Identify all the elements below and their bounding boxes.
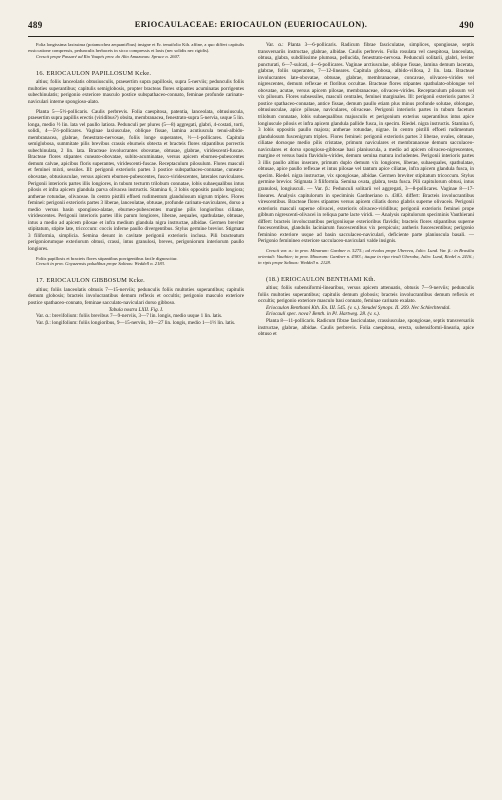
species-18-diagnosis: altius; foliis subensiformi-linearibus, versus apicem attenuatis, obtusis 7—9-nerviis; pedunculis foliis multoties superantibus; capitulis demum globosis; bracteis involucrantibus demum reflexis et occultis; perigonio exteriore masculo basi connato, feminae carinato exalato. [258,285,474,305]
species-17-heading: 17. ERIOCAULON GIBBOSUM Kcke. [36,277,145,285]
page-number-right: 490 [459,20,474,30]
species-17-var-alpha: Var. α.: brevifolium: foliis brevibus 7—9-nerviis, 3—7 lin. longis, medio usque 1 lin. latis. [36,313,223,320]
header-rule [28,36,474,37]
species-18-description: Planta 8—11-pollicaris. Radicum fibrae fasciculatae, crassiusculae, spongiosae, septis transversariis instructae, glabrae, albidae. Caulis perbrevis. Folia caespitosa, erecta, subensiformi-linearia, apice obtuso et [258,318,474,338]
species-16-remark: Foliis papillosis et bracteis flores stipantibus porrigentibus facile dignoscitur. [36,255,178,261]
page-header [28,20,474,34]
species-18-heading: (18.) ERIOCAULON BENTHAMI Kth. [266,275,376,283]
species-16-locality: Crescit in prov. Goyazensis paludibus prope Salinas: Weddell n. 2183. [36,261,166,267]
locality-note: Crescit prope Passaré ad Rio Vaupés prov. do Alto Amazonas: Spruce n. 2607. [36,53,181,59]
right-column [258,42,474,790]
species-18-synonym: Eriocaulon Benthami Kth. En. III. 545. (v. s.). Steudel Synops. II. 269. Nec Schlechtendal. [266,304,451,311]
species-16-heading: 16. ERIOCAULON PAPILLOSUM Kcke. [36,69,152,77]
species-17-diagnosis: altius; foliis lanceolatis obtusis 7—15-nerviis; pedunculis foliis multoties superantibus; capitulis demum globosis; bracteis involucrantibus demum reflexis et occultis; perigonio masculo exteriore postice spathaceo-connato, feminae sacculato-naviculari dorso gibboso. [28,286,244,307]
species-16-description: Planta 5—5½-pollicaris. Caulis perbrevis. Folia caespitosa, patentia, lanceolata, obtusiuscula, praesertim supra papillis erectis (viridibus?) obsita, membranacea, fenestrato-supra 5-nervia, usque 5 lin. longa, medio ½ lin. lata vel paullo latiora. Pedunculi per plures (5—8) aggregati, glabri, 4-costati, torti, solidi, 4—5½-pollicares. Vaginae laxiusculae, oblique fissae, lamina acutiuscula tenui-albido-membranacea, glabrae, fenestrato-nervosae, foliis longe superantes, ½—1-pollicares. Capitula semiglobosa, summitate pilis brevibus crassis eburneis obtecta et bracteis flores stipantibus porrectis subechinulata, 2 lin. lata. Bracteae involucrantes obovatae, obtusae, glabrae, viridescenti-fuscae. Bracteae flores stipantes cuneato-obovatae, subito-acuminatae, versus apicem eburneo-pubescentes demum calvae, apicibus floris superantes, viridescenti-fuscae. Receptaculum pilosulum. Flores masculi et feminei mixti, sessiles. Ill: perigonii exterioris partes 3 postice subspathaceo-connatae, cuneato-obovatae, obtusiusculae, versus apicem eburneo-pubescentes, fusco-viridescentes, laterales naviculares. Perigonii interioris partes illis longiores, in tubum tecturm trilobum connatae, lobis subaequalibus intus pilosis et infra apicem glandula parva olivacea instructis. Stamina 6, 3 lobis oppositis paullo longiora; antherae rotundae, olivaceae. In centro pistilli effoeti rudimentum glandulosum nigrum triplex. Flores feminei: perigonii exterioris partes 3 liberae, lanceolatae, obtusae, profunde carinato-naviculares, dorso a medio versus basin spongioso-alatae, eburneo-pubescentes margine pilis longioribus ciliatae, viridescentes. Perigonii interioris partes illis parum longiores, liberae, aequales, spathulatae, obtusae, intus a medio ad apicem pilosae et infra medium glandula nigra instructae, albidae. Germen breviter stipitatum, stipite late, triccccum: coccis inferne paullo divergentibus. Stylus germine brevior. Stigmata 3 filiformia, simplicia. Semina desunt in cavitate perigonii exterioris inclusa. Pili bracteatum perigoniorumque exteriorum obtusi, crassi, intus granulosi, breves, perigoniorum interiorum paullo longiores. [28,108,244,252]
species-note: Folia longissima laxissima (potamochea aequanti!bus) insigne et Er. tenuifolio Kth. affine, a quo differt capitulis exsiccatione compressis, pedunculis herbaceis in sicco compressis et laxis (nec solidis nec rigidis). [28,42,244,53]
page-number-left: 489 [28,20,43,30]
species-17-locality: Crescit var. α.: in prov. Minarum: Gardner n. 5275.; ad rivulos prope Ubereva, Julio: Lund. Var. β.: in Brasilia orientali: Vauthier; in prov. Minarum: Gardner n. 4383.; itaque in ripa rivuli Uberaba, Julio: Lund, Riedel n. 2416.; in ripis prope Salinas: Weddell n. 2128. [258,247,474,265]
species-17-plate: Tabula nostra LXII. Fig. I. [108,306,164,313]
running-title: ERIOCAULACEAE: ERIOCAULON (EUERIOCAULON). [134,20,368,29]
species-17-var-beta: Var. β.: longifolium: foliis longioribus, 9—15-nerviis, 10—27 lin. longis, medio 1—1½ lin. latis. [36,319,236,326]
species-17-description: Var. α.: Planta 3—6-pollicaris. Radicum fibrae fasciculatae, simplices, spongiosae, septis transversariis instructae, glabrae, albidae. Caulis perbrevis. Folia rosulata vel caespitosa, lanceolata, obtusa, glabra, subdilissime plumosa, pellucida, fenestrato-nervosa. Pedunculi solitarii, glabri, leviter puncturati, 6—7-sulcati, 4—6-pollicares. Vaginae arctiusculae, oblique fissae, lamina demum lacerata, glabrae, foliis superantes, 7—12-lineares. Capitula globosa, albido-villosa, 2 lin. lata. Bracteae involucrantes late-obovatae, obtusae, glabrae, membranaceae, concavae, olivaceo-virides vel nigrescentes, demum reflexae et floribus occultae. Bracteae flores stipantes spathulato-oblongae vel obovatae, acutae, versus apicem pilosae, membranaceae, olivaceo-virides. Receptaculum pilosum vel vix pilosum. Flores subsessiles, masculi centrales, feminei marginales. Ill: perigonii exterioris partes 3 postice spathaceo-connatae, antice fissae, demum paullo etiam plus minus profunde solutae, oblongae, obtusiusculae, apice pilosae, naviculares, olivaceae. Perigonii interioris partes in tubum facetum trilobum connatae, lobis subaequalibus majusculis et perigonium exterius superantibus intus apice longiuscule pilosis et infra apicem glandula pallide fusca, in specim. Riedel. nigra instructis. Stamina 6, 3 lobis oppositis paullo majora; antherae rotundae, nigrae. In centro pistilli effoeti rudimentum glandulosum fuscenigrum triplex. Flores feminei: perigonii exterioris partes 3 liberae, ovales, obtusae, ciliatae dorsoque medio pilis cristatae, primum naviculares et membranaceae demum sacculaceo-naviculares et dorso spongioso-gibbosae basi planiuscula, a medio ad apicem olivaceo-nigrescentes, margine et versus basin flavidulo-virides, demum semina matura includentes. Perigonii interioris partes 3 illis paullo altius inserare, primum duplo demum vix longiores, liberae, subaequales, spathulatae, obtusae, apice paullo reflexae et intus pilosae vel tantum apice ciliatae, infra apicem glandula fusca, in specim. Riedel. nigra instructae, vix spongiosae, albidae. Germen breviter stipitatum tricoccum. Stylus germine brevior. Stigmata 3 filiformia. Semina ovata, glabra, testa fusca. Pili capitulorum obtusi, intus granulosi, longiusculi. — Var. β.: Pedunculi solitarii vel aggregati, 3—8-pollicares. Vaginae 8—17-lineares. Analysis capitulorum in speciminis Gardneriano n. 4383. differt: Bracteis involucrantibus virescentibus. Bracteae flores stipantes versus apicem ciliatis dorso glabris superne olivaceis. Perigonii exterioris masculi superne olivacei, exterioris olivaceo-viridibus; perigonii exterioris feminei prope gibbum nigrescenti-olivacei in reliqua parte lacte viridi. — Analysis capitulorum speciminis Vauthierani differt: bracteis involucrantibus perigoniisque exterioribus flavidis; bracteis flores stipantibus superne fuscescentibus, glandulis laciniarum fuscescentibus vix perspicuis; antheris fuscescentibus; perigonio feminino exteriore usque ad basin sacculaceo-naviculari, deficiente parte planiuscula basali. — Perigonio feminineo exteriore sacculaceo-naviculari valde insignis. [258,42,474,245]
left-column [28,42,244,790]
species-18-synonym-2: Eriocauli spec. nova? Benth. in Pl. Hartweg. 28. (v. s.). [266,311,380,318]
species-16-diagnosis: altius; foliis lanceolatis obtusiusculis, praesertim supra papillosis, supra 5-nerviis; pedunculis foliis multoties superantibus; capitulis semiglobosis, propter bracteas flores stipantes acuminatas porrigentes subechinulatis; perigonio exteriore masculo postice subspathaceo-connato, feminae profunde carinato-naviculari interne spongioso-alato. [28,79,244,105]
